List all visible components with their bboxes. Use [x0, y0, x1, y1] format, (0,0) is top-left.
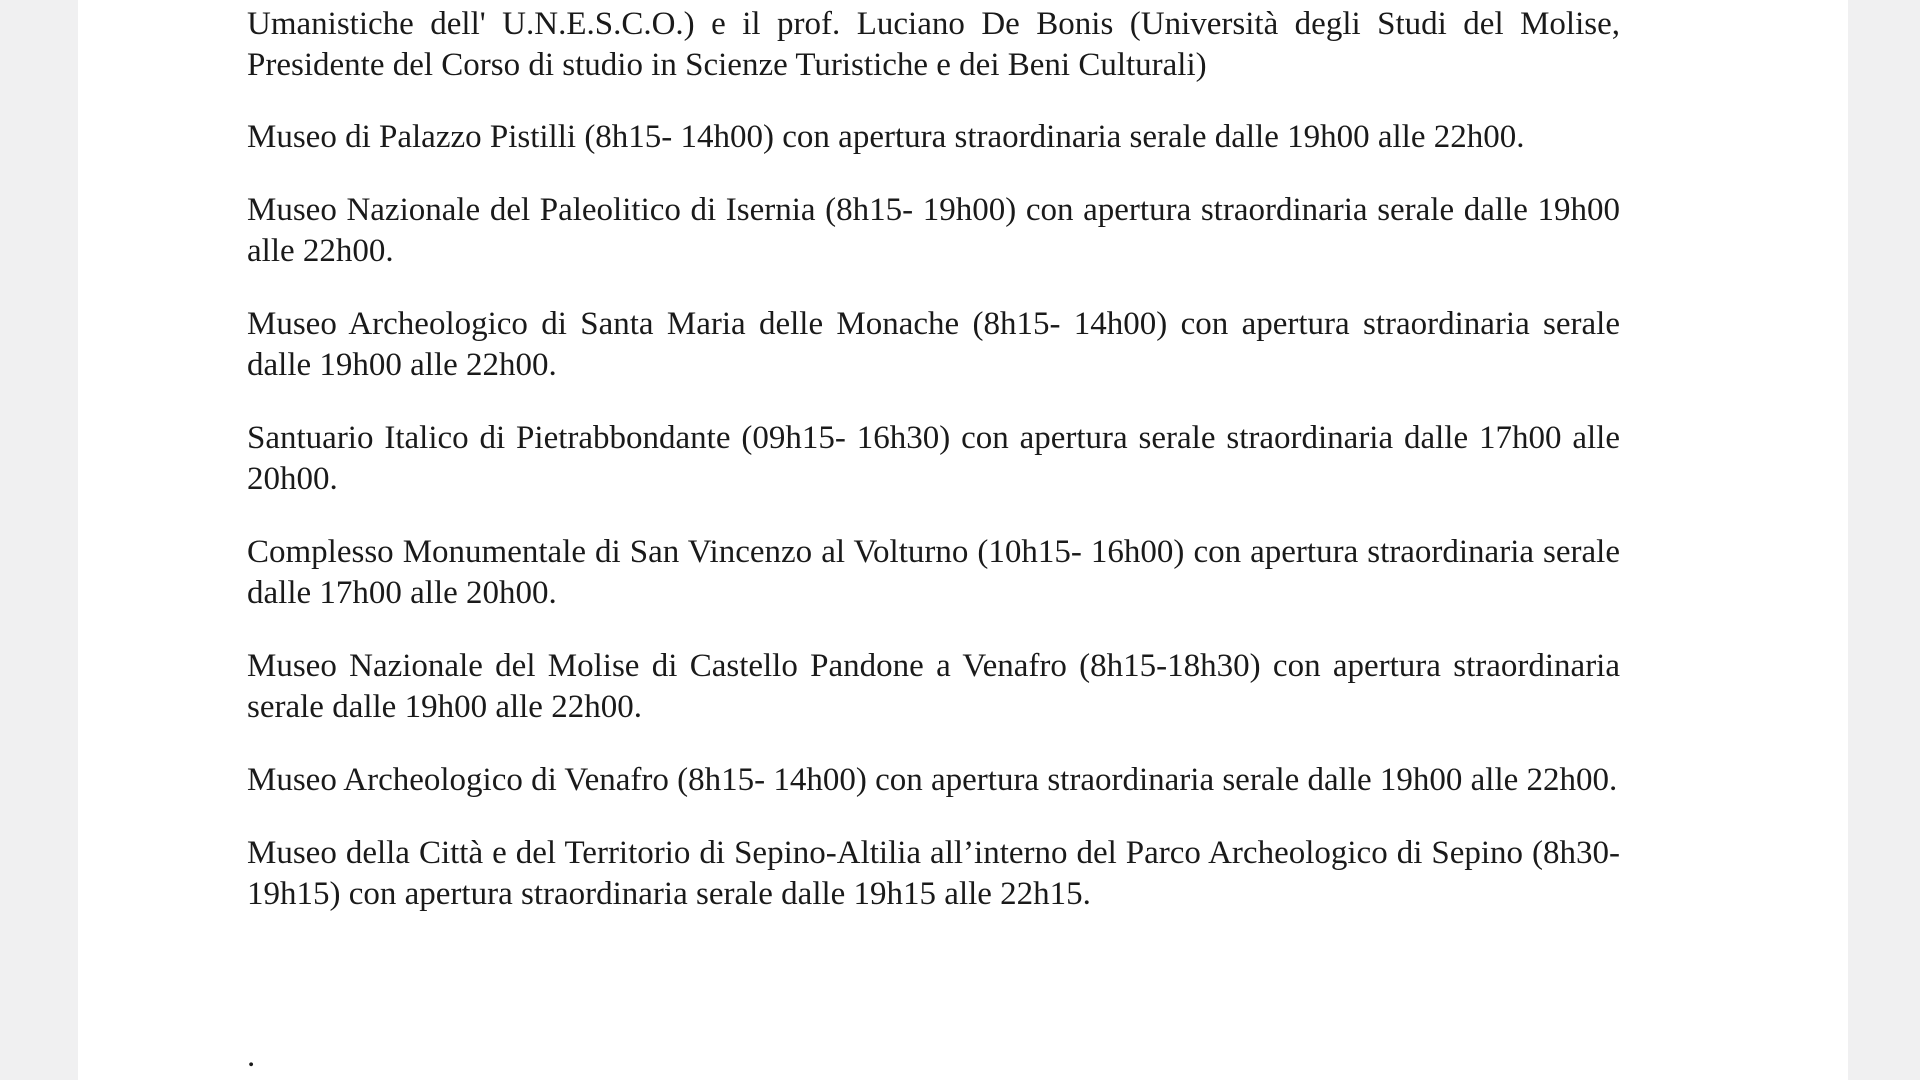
museum-list	[247, 117, 1620, 947]
document-page	[78, 0, 1848, 1080]
museum-paragraph-sepino-altilia: Museo della Città e del Territorio di Sepino-Altilia all’interno del Parco Archeologico di Sepino (8h30- 19h15) con apertura straordinaria serale dalle 19h15 alle 22h15.	[247, 835, 1620, 912]
museum-paragraph-archeologico-venafro: Museo Archeologico di Venafro (8h15- 14h00) con apertura straordinaria serale dalle 19h00 alle 22h00.	[247, 762, 1618, 798]
intro-line-1: Umanistiche dell' U.N.E.S.C.O.) e il prof. Luciano De Bonis (Università degli Studi del Molise,	[247, 6, 1620, 42]
museum-paragraph-paleolitico-isernia: Museo Nazionale del Paleolitico di Isernia (8h15- 19h00) con apertura straordinaria serale dalle 19h00 alle 22h00.	[247, 192, 1620, 269]
museum-paragraph-santa-maria-monache: Museo Archeologico di Santa Maria delle Monache (8h15- 14h00) con apertura straordinaria serale dalle 19h00 alle 22h00.	[247, 306, 1620, 383]
intro-paragraph	[247, 4, 1620, 86]
intro-line-2: Presidente del Corso di studio in Scienze Turistiche e dei Beni Culturali)	[247, 47, 1207, 83]
museum-paragraph-palazzo-pistilli: Museo di Palazzo Pistilli (8h15- 14h00) con apertura straordinaria serale dalle 19h00 alle 22h00.	[247, 119, 1525, 155]
museum-paragraph-castello-pandone: Museo Nazionale del Molise di Castello Pandone a Venafro (8h15-18h30) con apertura straordinaria serale dalle 19h00 alle 22h00.	[247, 648, 1620, 725]
museum-paragraph-san-vincenzo: Complesso Monumentale di San Vincenzo al Volturno (10h15- 16h00) con apertura straordinaria serale dalle 17h00 alle 20h00.	[247, 534, 1620, 611]
museum-paragraph-pietrabbondante: Santuario Italico di Pietrabbondante (09h15- 16h30) con apertura serale straordinaria dalle 17h00 alle 20h00.	[247, 420, 1620, 497]
trailing-dot: .	[247, 1038, 256, 1074]
